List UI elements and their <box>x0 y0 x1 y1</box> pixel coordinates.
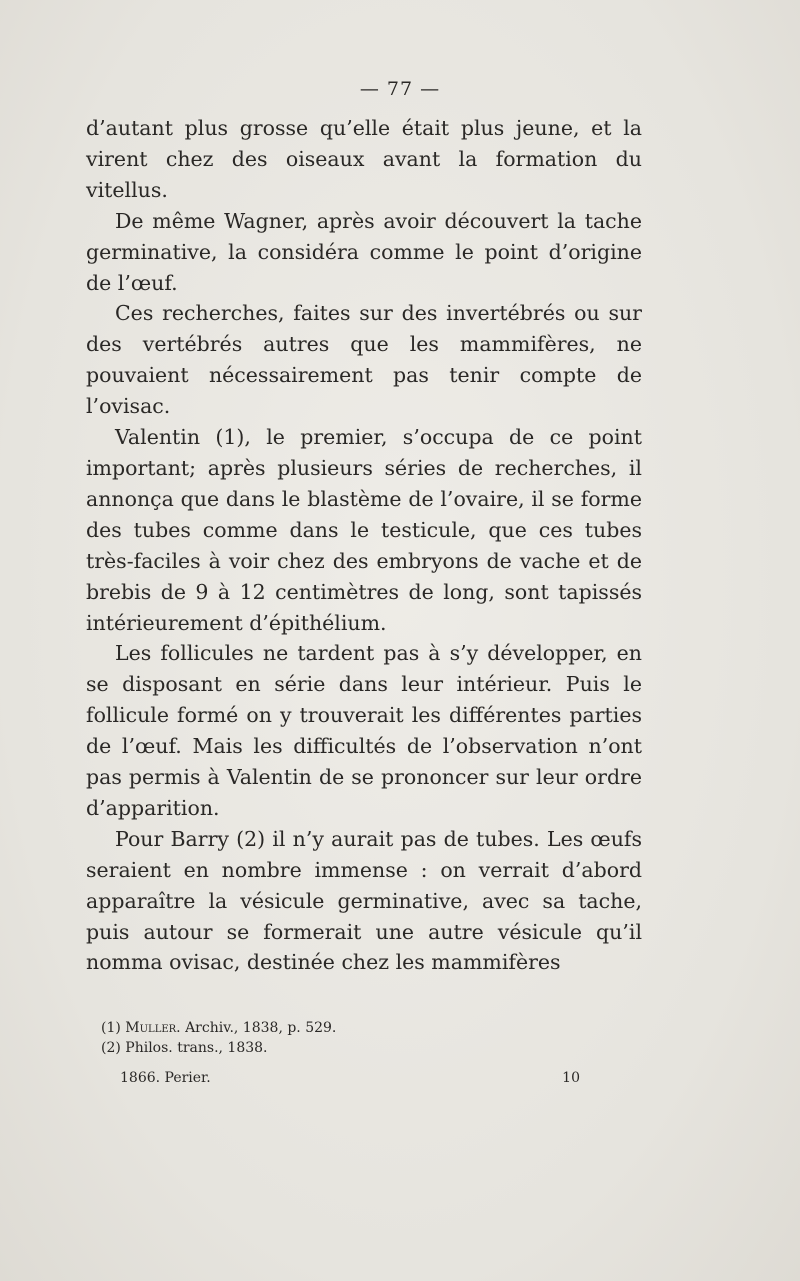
paragraph-6: Pour Barry (2) il n’y aurait pas de tubes. Les œufs seraient en nombre immense : on verrait d’abord apparaître la vésicule germinative, avec sa tache, puis autour se formerait une autre vésicule qu’il nomma ovisac, destinée chez les mammifères <box>86 826 642 975</box>
paragraph-1: d’autant plus grosse qu’elle était plus jeune, et la virent chez des oiseaux avant la formation du vitellus. <box>86 116 642 202</box>
footnote-1 <box>101 1018 621 1038</box>
paragraph-5: Les follicules ne tardent pas à s’y développer, en se disposant en série dans leur intérieur. Puis le follicule formé on y trouverait les différentes parties de l’œuf. Mais les difficultés de l’observation n’ont pas permis à Valentin de se prononcer sur leur ordre d’apparition. <box>86 641 642 820</box>
signature-sheet-number: 10 <box>562 1070 580 1086</box>
footnotes <box>101 1018 621 1058</box>
paragraph-2: De même Wagner, après avoir découvert la tache germinative, la considéra comme le point d’origine de l’œuf. <box>86 208 642 295</box>
paragraph-4: Valentin (1), le premier, s’occupa de ce point important; après plusieurs séries de recherches, il annonça que dans le blastème de l’ovaire, il se forme des tubes comme dans le testicule, que ces tubes très-faciles à voir chez des embryons de vache et de brebis de 9 à 12 centimètres de long, sont tapissés intérieurement d’épithélium. <box>86 425 642 635</box>
footnote-2-marker: (2) <box>101 1040 121 1056</box>
body-text <box>86 113 642 978</box>
footnote-2-text: Philos. trans., 1838. <box>120 1040 268 1056</box>
footnote-1-author: Muller. <box>125 1020 181 1036</box>
paragraph-3: Ces recherches, faites sur des invertébrés ou sur des vertébrés autres que les mammifères, ne pouvaient nécessairement pas tenir compte de l’ovisac. <box>86 301 642 419</box>
footnote-2 <box>101 1038 621 1058</box>
page-number: — 77 — <box>359 78 441 100</box>
signature-imprint: 1866. Perier. <box>120 1070 211 1086</box>
footnote-1-text: Archiv., 1838, p. 529. <box>180 1020 337 1036</box>
printer-signature <box>120 1070 580 1086</box>
footnote-1-marker: (1) <box>101 1020 121 1036</box>
